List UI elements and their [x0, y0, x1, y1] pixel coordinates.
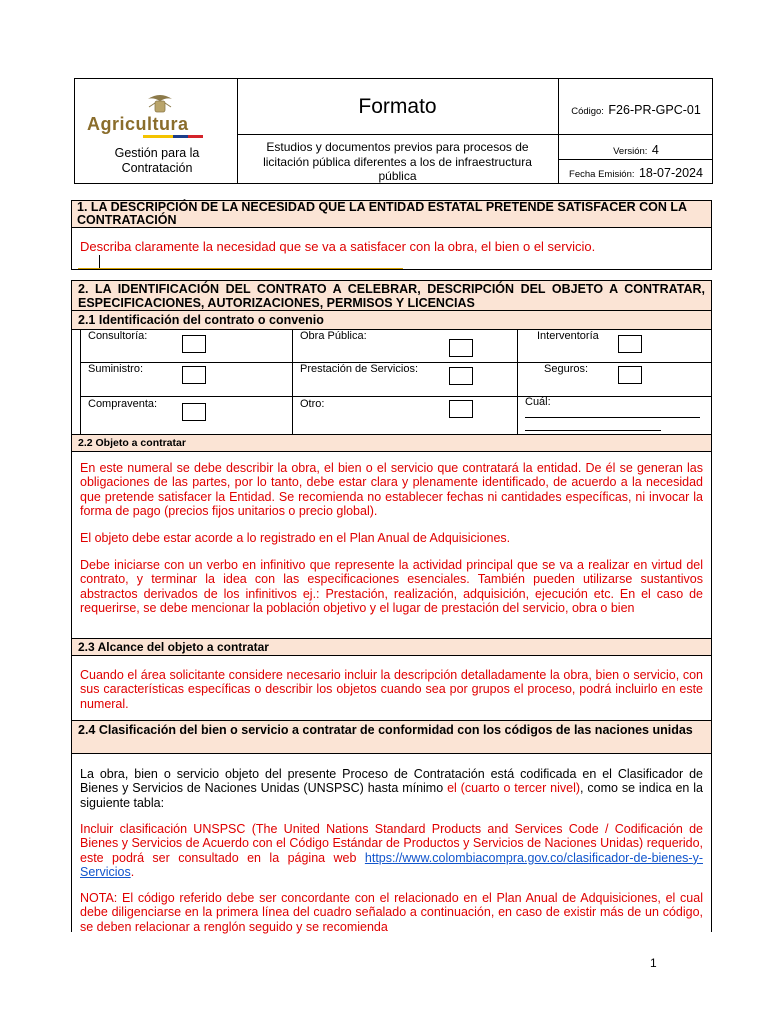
subsection-2-1-title: 2.1 Identificación del contrato o convenio: [72, 310, 711, 330]
checkbox-otro[interactable]: [449, 400, 473, 418]
paragraph-2-2-b: El objeto debe estar acorde a lo registrado en el Plan Anual de Adquisiciones.: [80, 531, 511, 545]
document-subtitle: Estudios y documentos previos para procesos de licitación pública diferentes a los de infraestructura pública: [263, 140, 532, 183]
option-interventoria: Interventoría: [537, 330, 599, 342]
page-number: 1: [650, 956, 657, 970]
paragraph-2-2-c: Debe iniciarse con un verbo en infinitivo que represente la actividad principal que se va a realizar en virtud del contrato, y terminar la idea con las especificaciones esenciales. También pueden utilizarse sustantivos abstractos derivados de los infinitivos ej.: Prestación, realización, adquisición, ejecución etc. En el caso de requerirse, se debe mencionar la población objetivo y el lugar de prestación del servicio, obra o bien: [80, 558, 703, 615]
paragraph-2-4-a: La obra, bien o servicio objeto del presente Proceso de Contratación está codificada en el Clasificador de Bienes y Servicios de Naciones Unidas (UNSPSC) hasta mínimo el (cuarto o tercer nivel), como se indica en la siguiente tabla:: [80, 767, 703, 810]
section-1: [71, 200, 712, 270]
checkbox-interventoria[interactable]: [618, 335, 642, 353]
option-seguros: Seguros:: [544, 363, 589, 375]
subsection-2-2-title: 2.2 Objeto a contratar: [72, 434, 711, 452]
option-cual: Cuál:: [525, 396, 551, 408]
coat-of-arms-icon: [145, 93, 175, 115]
fecha-emision: Fecha Emisión: 18-07-2024: [569, 166, 703, 180]
document-title: Formato: [358, 95, 437, 118]
header-table: [74, 78, 713, 184]
codigo: Código: F26-PR-GPC-01: [571, 103, 701, 117]
paragraph-2-4-b: Incluir clasificación UNSPSC (The United Nations Standard Products and Services Code / Codificación de Bienes y Servicios de Acuerdo con el Código Estándar de Productos y Servicios de Naciones Unidas) requerido, este podrá ser consultado en la página web https://www.colombiacompra.gov.co/clasificador-de-bienes-y-Servicios.: [80, 822, 703, 879]
paragraph-2-2-a: En este numeral se debe describir la obra, el bien o el servicio que contratará la entidad. De él se generan las obligaciones de las partes, por lo tanto, debe estar clara y plenamente identificado, de acuerdo a la necesidad que pretende satisfacer la Entidad. Se recomienda no establecer fechas ni cantidades específicas, ni invocar la forma de pago (precios fijos unitarios o precio global).: [80, 461, 703, 518]
checkbox-obra-publica[interactable]: [449, 339, 473, 357]
option-consultoria: Consultoría:: [88, 330, 148, 342]
cual-line-1[interactable]: [525, 417, 700, 418]
department-name: Gestión para la Contratación: [114, 146, 200, 175]
section-1-title: 1. LA DESCRIPCIÓN DE LA NECESIDAD QUE LA ENTIDAD ESTATAL PRETENDE SATISFACER CON LA CONTRATACIÓN: [72, 201, 711, 228]
underline-bar: [78, 268, 403, 269]
subsection-2-4-title: 2.4 Clasificación del bien o servicio a contratar de conformidad con los códigos de las naciones unidas: [72, 720, 711, 754]
section-2: [71, 280, 712, 932]
checkbox-compraventa[interactable]: [182, 403, 206, 421]
logo: [87, 93, 227, 137]
checkbox-consultoria[interactable]: [182, 335, 206, 353]
option-compraventa: Compraventa:: [88, 398, 158, 410]
option-suministro: Suministro:: [88, 363, 144, 375]
option-otro: Otro:: [300, 398, 325, 410]
checkbox-prestacion-servicios[interactable]: [449, 367, 473, 385]
logo-flag-stripe: [143, 135, 203, 138]
paragraph-2-4-c: NOTA: El código referido debe ser concordante con el relacionado en el Plan Anual de Adquisiciones, el cual debe diligenciarse en la primera línea del cuadro señalado a continuación, en caso de existir más de un código, se deben relacionar a renglón seguido y se recomienda: [80, 891, 703, 934]
cual-line-2[interactable]: [525, 430, 661, 431]
unspsc-link[interactable]: https://www.colombiacompra.gov.co/clasificador-de-bienes-y-Servicios: [80, 850, 703, 879]
contract-type-grid: [80, 329, 711, 434]
subsection-2-3-title: 2.3 Alcance del objeto a contratar: [72, 638, 711, 656]
logo-text: Agricultura: [87, 114, 189, 134]
checkbox-seguros[interactable]: [618, 366, 642, 384]
section-1-body: Describa claramente la necesidad que se va a satisfacer con la obra, el bien o el servicio.: [80, 239, 596, 254]
option-prestacion-servicios: Prestación de Servicios:: [300, 363, 418, 375]
cursor-marker: [99, 255, 100, 269]
version: Versión: 4: [613, 143, 659, 157]
paragraph-2-3: Cuando el área solicitante considere necesario incluir la descripción detalladamente la obra, bien o servicio, con sus características específicas o describir los objetos cuando sea por grupos el proceso, podrá incluirlo en este numeral.: [80, 668, 703, 711]
option-obra-publica: Obra Pública:: [300, 330, 367, 342]
section-2-title: 2. LA IDENTIFICACIÓN DEL CONTRATO A CELEBRAR, DESCRIPCIÓN DEL OBJETO A CONTRATAR, ESPECIFICACIONES, AUTORIZACIONES, PERMISOS Y LICENCIAS: [72, 281, 711, 310]
checkbox-suministro[interactable]: [182, 366, 206, 384]
